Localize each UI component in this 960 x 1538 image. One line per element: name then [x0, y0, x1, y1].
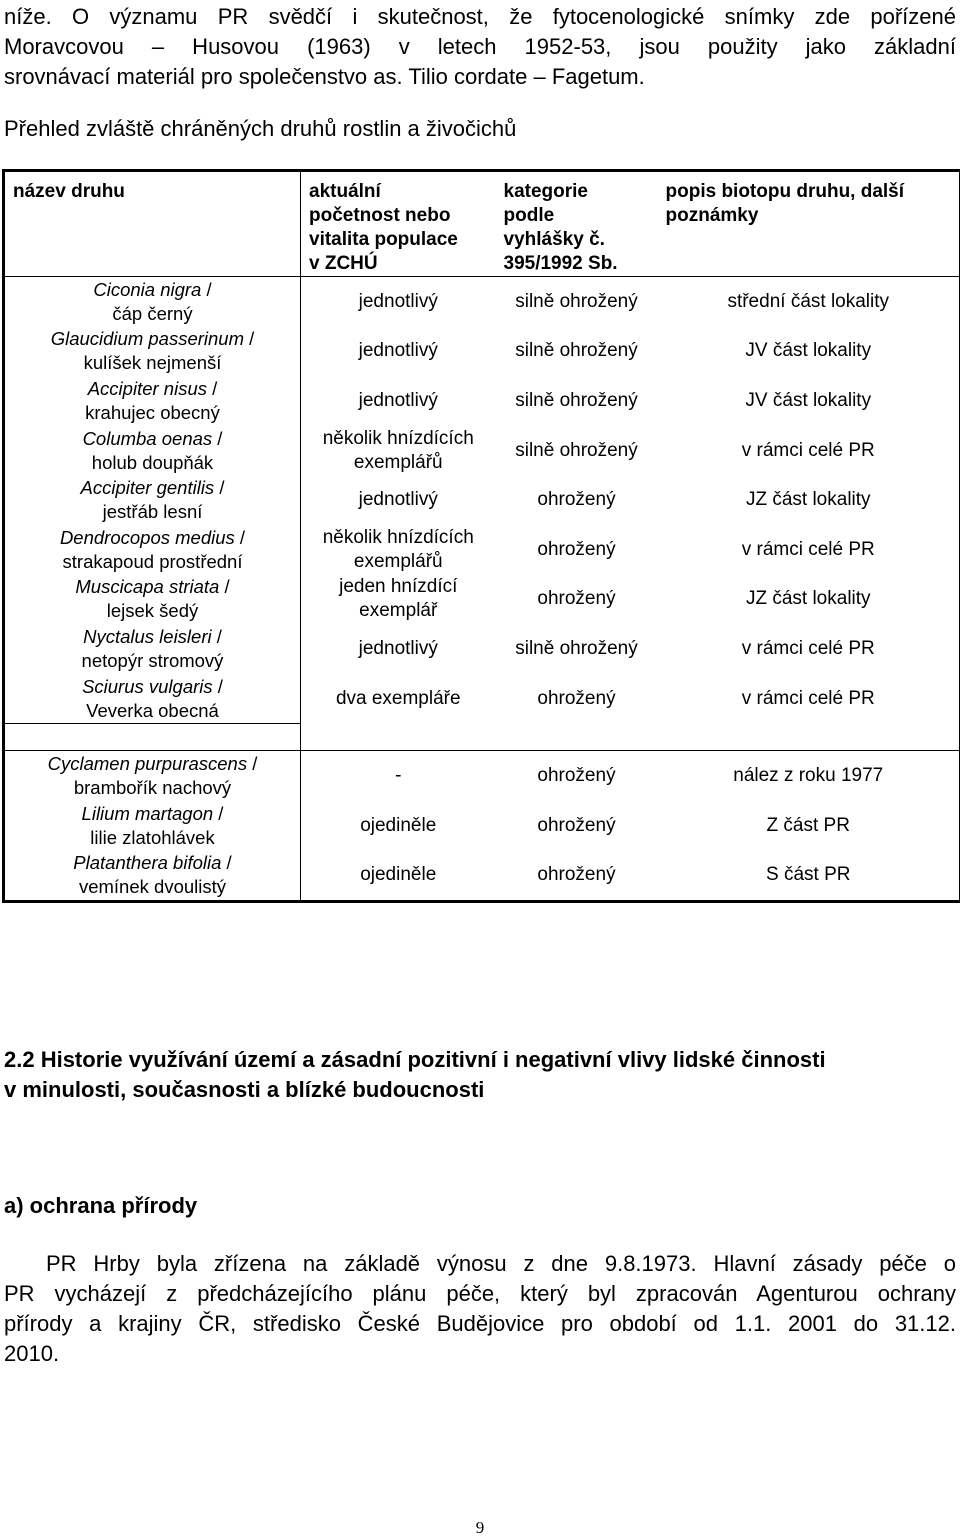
page-number: 9 [0, 1518, 960, 1538]
species-abundance: jednotlivý [301, 376, 496, 426]
species-name: Sciurus vulgaris / Veverka obecná [4, 674, 301, 724]
species-abundance: několik hnízdících exemplářů [301, 426, 496, 476]
species-category: silně ohrožený [496, 327, 658, 377]
paragraph-line: PR vycházejí z předcházejícího plánu péče, který byl zpracován Agenturou ochrany [4, 1279, 956, 1309]
species-name: Muscicapa striata / lejsek šedý [4, 575, 301, 625]
species-name: Cyclamen purpurascens / brambořík nachový [4, 751, 301, 801]
paragraph-line: PR Hrby byla zřízena na základě výnosu z dne 9.8.1973. Hlavní zásady péče o [4, 1249, 956, 1279]
species-name: Columba oenas / holub doupňák [4, 426, 301, 476]
species-category: silně ohrožený [496, 277, 658, 327]
table-heading: Přehled zvláště chráněných druhů rostlin a živočichů [4, 115, 516, 143]
species-category: ohrožený [496, 674, 658, 724]
section-title: 2.2 Historie využívání území a zásadní pozitivní i negativní vlivy lidské činnosti v minulosti, současnosti a blízké budoucnosti [4, 1045, 826, 1105]
table-row [4, 475, 960, 525]
paragraph-line: přírody a krajiny ČR, středisko České Budějovice pro období od 1.1. 2001 do 31.12. [4, 1309, 956, 1339]
table-header-row [4, 171, 960, 277]
table-row [4, 525, 960, 575]
intro-line: Moravcovou – Husovou (1963) v letech 1952-53, jsou použity jako základní [4, 32, 956, 62]
table-row [4, 575, 960, 625]
species-category: ohrožený [496, 801, 658, 851]
group-separator [4, 724, 960, 751]
table-row [4, 426, 960, 476]
table-row [4, 851, 960, 902]
species-notes: v rámci celé PR [658, 624, 960, 674]
species-notes: S část PR [658, 851, 960, 902]
species-abundance: jeden hnízdící exemplář [301, 575, 496, 625]
table-row [4, 376, 960, 426]
species-category: silně ohrožený [496, 376, 658, 426]
header-abundance: aktuální početnost nebo vitalita populace v ZCHÚ [301, 171, 496, 277]
species-category: silně ohrožený [496, 426, 658, 476]
species-abundance: jednotlivý [301, 327, 496, 377]
species-name: Ciconia nigra / čáp černý [4, 277, 301, 327]
species-name: Lilium martagon / lilie zlatohlávek [4, 801, 301, 851]
species-notes: JV část lokality [658, 327, 960, 377]
species-name: Glaucidium passerinum / kulíšek nejmenší [4, 327, 301, 377]
intro-line: níže. O významu PR svědčí i skutečnost, že fytocenologické snímky zde pořízené [4, 2, 956, 32]
table-row [4, 751, 960, 801]
paragraph-line: 2010. [4, 1339, 956, 1369]
species-name: Accipiter gentilis / jestřáb lesní [4, 475, 301, 525]
species-abundance: dva exempláře [301, 674, 496, 724]
species-table [2, 169, 960, 903]
table-row [4, 674, 960, 724]
species-category: ohrožený [496, 751, 658, 801]
species-name: Dendrocopos medius / strakapoud prostřední [4, 525, 301, 575]
body-paragraph [4, 1249, 956, 1369]
table-row [4, 277, 960, 327]
species-notes: střední část lokality [658, 277, 960, 327]
subsection-title: a) ochrana přírody [4, 1191, 197, 1221]
species-notes: Z část PR [658, 801, 960, 851]
species-abundance: jednotlivý [301, 624, 496, 674]
header-notes: popis biotopu druhu, další poznámky [658, 171, 960, 277]
species-notes: JV část lokality [658, 376, 960, 426]
species-notes: v rámci celé PR [658, 426, 960, 476]
species-notes: JZ část lokality [658, 575, 960, 625]
species-abundance: jednotlivý [301, 277, 496, 327]
species-notes: nález z roku 1977 [658, 751, 960, 801]
species-abundance: - [301, 751, 496, 801]
species-name: Platanthera bifolia / vemínek dvoulistý [4, 851, 301, 902]
species-abundance: jednotlivý [301, 475, 496, 525]
species-notes: v rámci celé PR [658, 525, 960, 575]
intro-line: srovnávací materiál pro společenstvo as. Tilio cordate – Fagetum. [4, 62, 956, 92]
species-category: ohrožený [496, 525, 658, 575]
species-category: silně ohrožený [496, 624, 658, 674]
species-category: ohrožený [496, 575, 658, 625]
table-row [4, 624, 960, 674]
table-row [4, 327, 960, 377]
species-abundance: několik hnízdících exemplářů [301, 525, 496, 575]
species-name: Accipiter nisus / krahujec obecný [4, 376, 301, 426]
species-notes: v rámci celé PR [658, 674, 960, 724]
table-row [4, 801, 960, 851]
species-abundance: ojediněle [301, 851, 496, 902]
species-notes: JZ část lokality [658, 475, 960, 525]
species-abundance: ojediněle [301, 801, 496, 851]
intro-paragraph [4, 2, 956, 92]
species-category: ohrožený [496, 851, 658, 902]
header-name: název druhu [4, 171, 301, 277]
species-name: Nyctalus leisleri / netopýr stromový [4, 624, 301, 674]
species-category: ohrožený [496, 475, 658, 525]
header-category: kategorie podle vyhlášky č. 395/1992 Sb. [496, 171, 658, 277]
